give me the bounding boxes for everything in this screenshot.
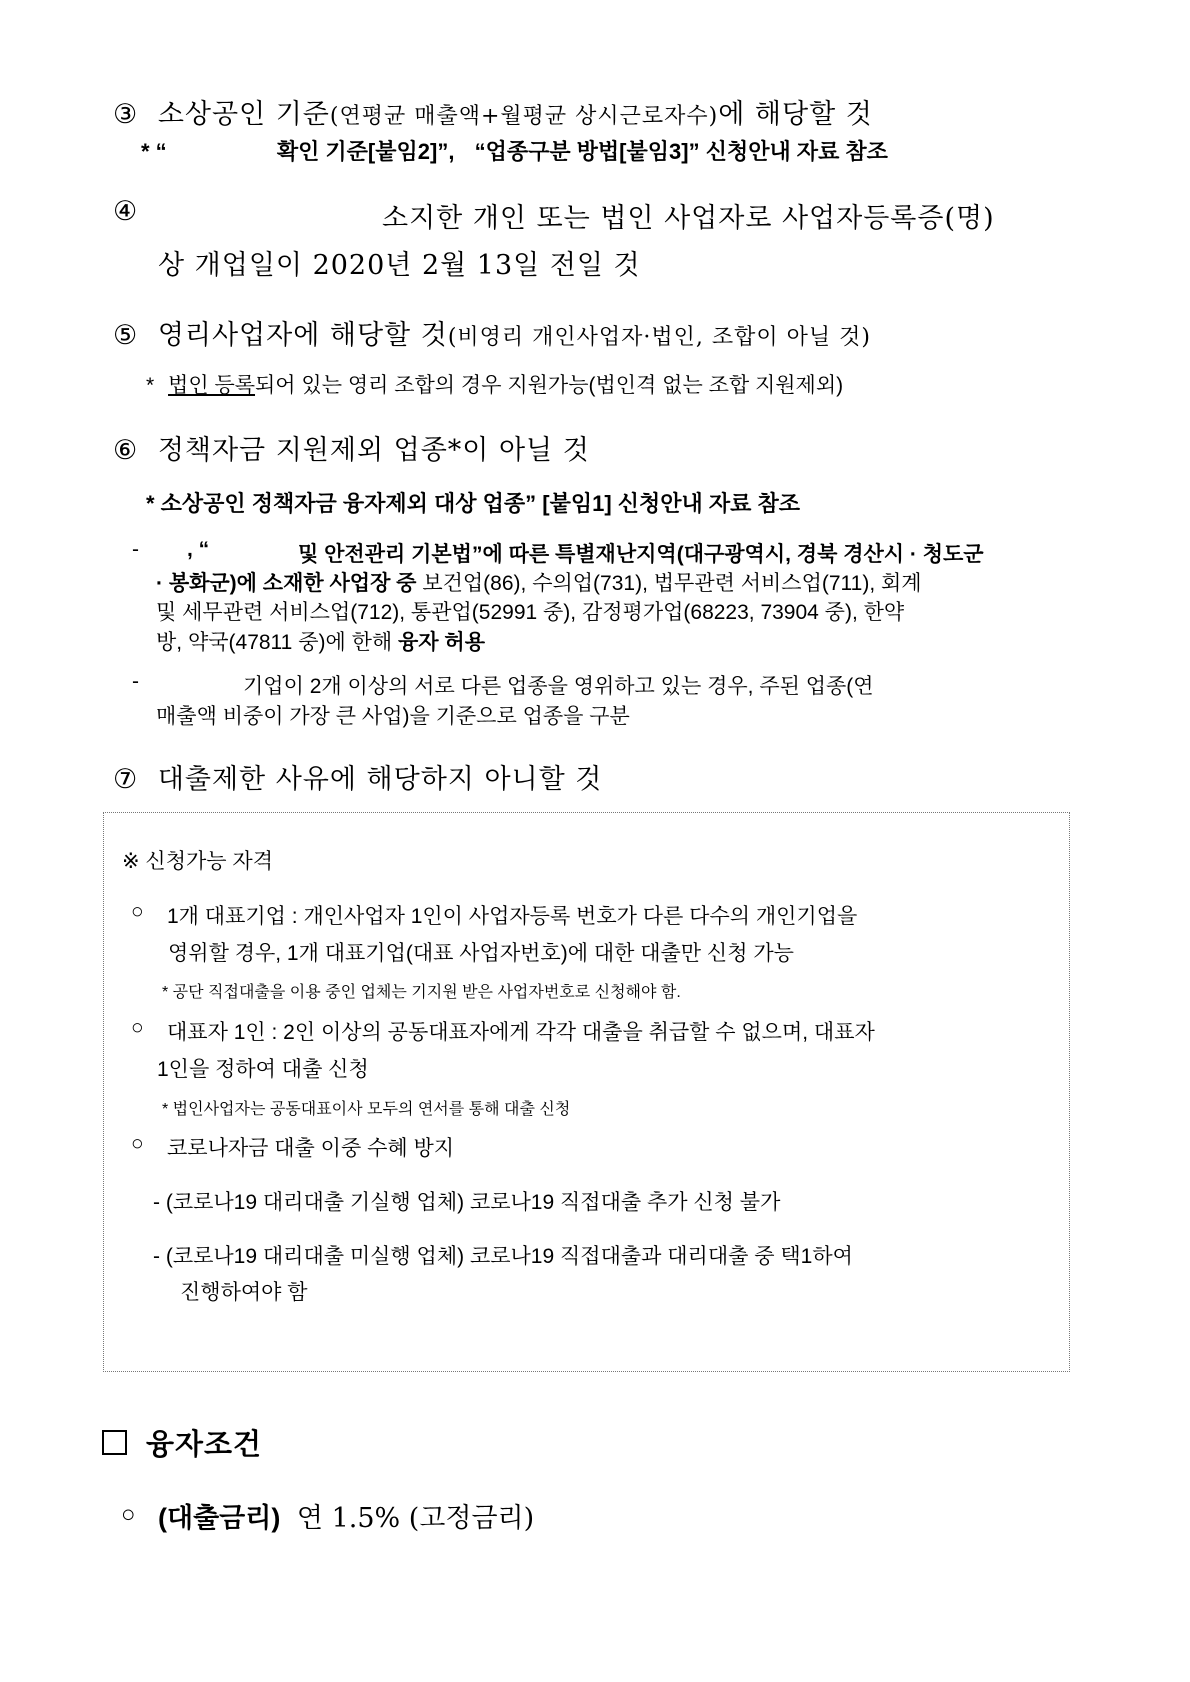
eligibility-title: ※ 신청가능 자격: [122, 850, 273, 873]
section-7-title: 대출제한 사유에 해당하지 아니할 것: [157, 764, 603, 795]
section-6-title: 정책자금 지원제외 업종*이 아닐 것: [157, 435, 590, 466]
eligibility-item-2-note: * 법인사업자는 공동대표이사 모두의 연서를 통해 대출 신청: [162, 1101, 571, 1118]
eligibility-bullet-2: ○: [131, 1016, 144, 1039]
section-5-paren: (비영리 개인사업자·법인, 조합이 아닐 것): [447, 325, 871, 350]
eligibility-item-2-line-2: 1인을 정하여 대출 신청: [157, 1058, 369, 1081]
checkbox-square-icon: [102, 1430, 127, 1455]
eligibility-item-1-line-1: 1개 대표기업 : 개인사업자 1인이 사업자등록 번호가 다른 다수의 개인기업을: [167, 905, 858, 928]
loan-heading: 융자조건: [146, 1429, 263, 1461]
section-6-d1-line-2: [156, 567, 922, 597]
section-6-d1-line-4-bold: 융자 허용: [398, 631, 485, 654]
section-3: [113, 92, 873, 131]
section-5-note-star: *: [146, 374, 155, 397]
eligibility-bullet-1: ○: [131, 900, 144, 923]
section-6-d2-line-2: 매출액 비중이 가장 큰 사업)을 기준으로 업종을 구분: [156, 705, 630, 728]
section-3-note-b: “업종구분 방법[붙임3]” 신청안내 자료 참조: [474, 139, 888, 164]
section-7-number: ⑦: [113, 764, 139, 795]
section-6-dash-1: -: [132, 538, 139, 561]
loan-rate-label: (대출금리): [158, 1503, 281, 1533]
eligibility-dash-1: - (코로나19 대리대출 기실행 업체) 코로나19 직접대출 추가 신청 불가: [153, 1191, 781, 1214]
loan-rate: [158, 1496, 534, 1535]
section-5-title: 영리사업자에 해당할 것: [157, 320, 448, 351]
eligibility-dash-2-line-2: 진행하여야 함: [180, 1281, 308, 1304]
section-6-d1-line-3: 및 세무관련 서비스업(712), 통관업(52991 중), 감정평가업(68223, 73904 중), 한약: [156, 601, 905, 624]
section-4-number: ④: [113, 196, 139, 227]
section-3-tail: 에 해당할 것: [718, 99, 873, 130]
section-3-paren: (연평균 매출액+월평균 상시근로자수): [329, 104, 719, 129]
section-4-line-2: 상 개업일이 2020년 2월 13일 전일 것: [158, 250, 641, 281]
section-7: [113, 757, 602, 796]
section-6-d1-line-2-bold: · 봉화군)에 소재한 사업장 중: [156, 572, 417, 595]
section-5-note: [146, 369, 843, 399]
section-3-note: [141, 135, 888, 166]
section-5: [113, 313, 871, 352]
section-6-d1-line-4-normal: 방, 약국(47811 중)에 한해: [156, 631, 393, 654]
section-6-d1-line-1a: , “: [187, 538, 210, 561]
section-6-d1-line-1b: 및 안전관리 기본법”에 따른 특별재난지역(대구광역시, 경북 경산시 · 청도군: [298, 543, 984, 566]
section-6-dash-2: -: [132, 670, 139, 693]
section-3-number: ③: [113, 99, 139, 130]
section-6-note: * 소상공인 정책자금 융자제외 대상 업종” [붙임1] 신청안내 자료 참조: [146, 491, 801, 516]
loan-rate-value: 연 1.5% (고정금리): [296, 1503, 535, 1534]
eligibility-dash-2-line-1: - (코로나19 대리대출 미실행 업체) 코로나19 직접대출과 대리대출 중 택1하여: [153, 1245, 853, 1268]
eligibility-item-1-line-2: 영위할 경우, 1개 대표기업(대표 사업자번호)에 대한 대출만 신청 가능: [168, 942, 794, 965]
section-6-d1-line-4: [156, 626, 485, 656]
section-5-number: ⑤: [113, 320, 139, 351]
eligibility-item-3: 코로나자금 대출 이중 수혜 방지: [167, 1137, 455, 1160]
section-6-d1-line-2-normal: 보건업(86), 수의업(731), 법무관련 서비스업(711), 회계: [416, 572, 922, 595]
section-4-line-1: 소지한 개인 또는 법인 사업자로 사업자등록증(명): [382, 203, 995, 234]
section-3-note-a: 확인 기준[붙임2]”,: [276, 139, 455, 164]
section-3-note-star: * “: [141, 139, 167, 164]
eligibility-item-1-note: * 공단 직접대출을 이용 중인 업체는 기지원 받은 사업자번호로 신청해야 함.: [162, 984, 681, 1001]
section-5-note-underlined: 법인 등록: [168, 374, 256, 397]
section-3-title: 소상공인 기준: [157, 99, 330, 130]
eligibility-item-2-line-1: 대표자 1인 : 2인 이상의 공동대표자에게 각각 대출을 취급할 수 없으며, 대표자: [167, 1021, 875, 1044]
section-6: [113, 428, 590, 467]
eligibility-bullet-3: ○: [131, 1132, 144, 1155]
section-5-note-rest: 되어 있는 영리 조합의 경우 지원가능(법인격 없는 조합 지원제외): [255, 374, 844, 397]
loan-bullet: ○: [121, 1501, 136, 1528]
section-6-number: ⑥: [113, 435, 139, 466]
section-6-d2-line-1: 기업이 2개 이상의 서로 다른 업종을 영위하고 있는 경우, 주된 업종(연: [243, 675, 874, 698]
